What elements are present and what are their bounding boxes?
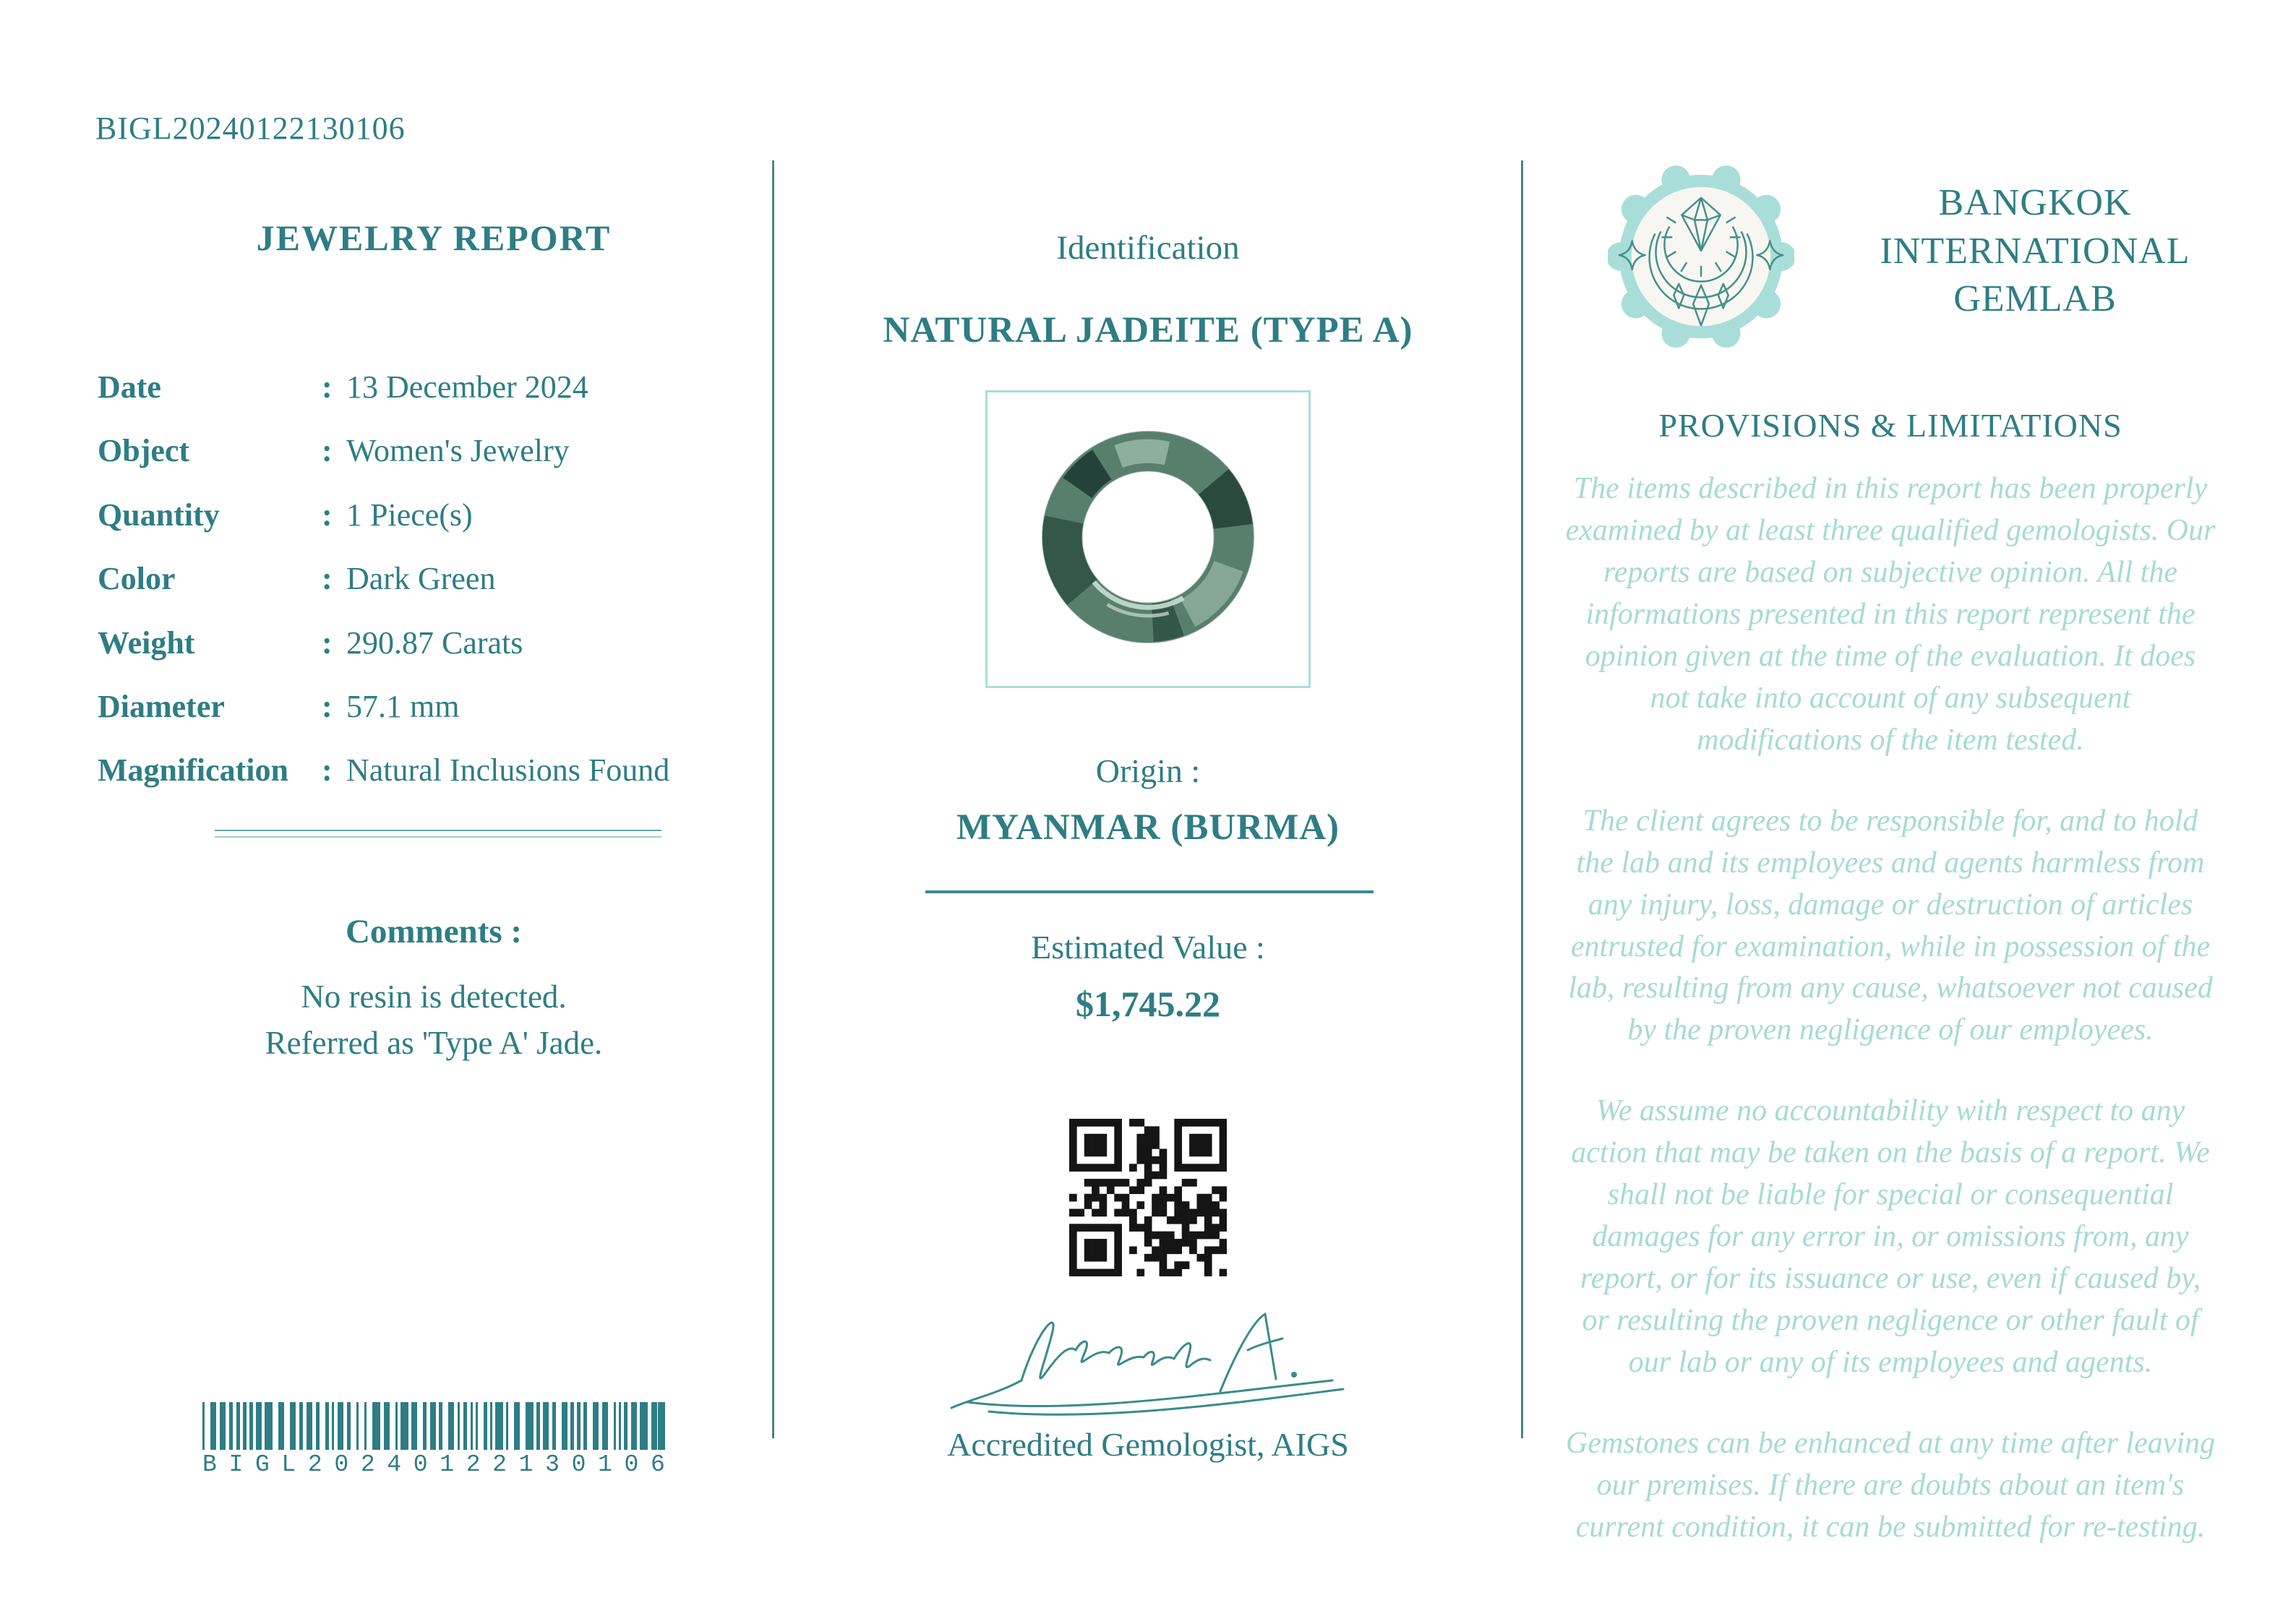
lab-name-line: BANGKOK xyxy=(1938,182,2132,223)
provisions-paragraph: The client agrees to be responsible for, and to hold the lab and its employees and agents harmless from any injury, loss, damage or destruction of articles entrusted for examination, while in possession of the lab, resulting from any cause, whatsoever not caused by the proven negligence of our employees. xyxy=(1568,804,2213,1047)
qr-code xyxy=(1069,1119,1227,1276)
comments-heading: Comments : xyxy=(345,913,523,950)
barcode-char: 1 xyxy=(598,1451,612,1478)
barcode-char: G xyxy=(254,1451,270,1478)
identification-result: NATURAL JADEITE (TYPE A) xyxy=(883,310,1413,351)
mid-section-divider xyxy=(925,890,1374,893)
provisions-paragraph: The items described in this report has been properly examined by at least three qualified gemologists. Our reports are based on subjective opinion. All the informations presented in this report represent the opinion given at the time of the evaluation. It does not take into account of any subsequent modifications of the item tested. xyxy=(1565,472,2216,757)
field-colon: : xyxy=(322,752,333,789)
barcode-char: L xyxy=(281,1451,296,1478)
provisions-paragraph: We assume no accountability with respect to any action that may be taken on the basis of a report. We shall not be liable for special or consequential damages for any error in, or omissions from, any report, or for its issuance or use, even if caused by, or resulting the proven negligence or other fault of our lab or any of its employees and agents. xyxy=(1571,1094,2210,1380)
identification-heading: Identification xyxy=(1056,229,1240,267)
field-value: Women's Jewelry xyxy=(346,433,570,469)
barcode-char: 0 xyxy=(334,1451,349,1478)
provisions-text xyxy=(1565,468,2216,1588)
report-fields xyxy=(98,370,784,817)
barcode-char: 3 xyxy=(545,1451,560,1478)
gemologist-title: Accredited Gemologist, AIGS xyxy=(947,1426,1349,1463)
field-row-color xyxy=(98,562,784,596)
field-value: Dark Green xyxy=(346,561,496,597)
field-value: 57.1 mm xyxy=(346,688,460,724)
barcode-char: B xyxy=(202,1451,217,1478)
field-colon: : xyxy=(322,369,333,405)
column-divider-right xyxy=(1521,160,1523,1438)
barcode-char: 2 xyxy=(307,1451,322,1478)
barcode-char: 0 xyxy=(624,1451,639,1478)
field-value: 13 December 2024 xyxy=(346,369,588,405)
origin-label: Origin : xyxy=(1095,752,1201,789)
barcode-char: 2 xyxy=(466,1451,481,1478)
gem-pendant-icon xyxy=(1608,163,1794,350)
field-row-date xyxy=(98,370,784,405)
field-value: 290.87 Carats xyxy=(346,624,523,661)
barcode-char: 6 xyxy=(650,1451,665,1478)
barcode-char: 1 xyxy=(518,1451,534,1478)
signature-icon xyxy=(938,1294,1358,1431)
barcode-text xyxy=(202,1451,665,1478)
barcode-char: 0 xyxy=(571,1451,586,1478)
comments-text xyxy=(94,974,774,1067)
barcode-char: 1 xyxy=(440,1451,455,1478)
field-row-magnification xyxy=(98,753,784,788)
barcode-char: 0 xyxy=(413,1451,428,1478)
barcode-char: I xyxy=(228,1451,244,1478)
lab-name xyxy=(1851,179,2219,324)
field-colon: : xyxy=(322,624,333,661)
gemlab-logo-icon xyxy=(1608,163,1794,350)
certificate-number: BIGL20240122130106 xyxy=(95,111,406,146)
barcode-char: 2 xyxy=(360,1451,375,1478)
gemologist-signature xyxy=(938,1294,1358,1431)
field-row-object xyxy=(98,434,784,468)
field-label: Quantity xyxy=(98,497,220,533)
comment-line: Referred as 'Type A' Jade. xyxy=(265,1024,603,1061)
field-value: Natural Inclusions Found xyxy=(346,752,670,789)
field-label: Diameter xyxy=(98,688,225,724)
field-colon: : xyxy=(322,688,333,724)
field-colon: : xyxy=(322,561,333,597)
comments-divider xyxy=(215,830,661,838)
field-value: 1 Piece(s) xyxy=(346,497,473,533)
field-label: Magnification xyxy=(98,752,288,789)
comment-line: No resin is detected. xyxy=(301,979,567,1015)
field-label: Date xyxy=(98,369,161,405)
origin-value: MYANMAR (BURMA) xyxy=(956,807,1340,848)
barcode-bars xyxy=(202,1402,665,1450)
estimated-value-amount: $1,745.22 xyxy=(1076,984,1220,1024)
field-label: Weight xyxy=(98,624,195,661)
report-title: JEWELRY REPORT xyxy=(256,218,612,258)
field-label: Object xyxy=(98,433,190,469)
lab-name-line: GEMLAB xyxy=(1953,278,2117,320)
barcode xyxy=(202,1402,665,1450)
field-row-weight xyxy=(98,626,784,661)
field-colon: : xyxy=(322,433,333,469)
estimated-value-label: Estimated Value : xyxy=(1031,929,1265,966)
provisions-heading: PROVISIONS & LIMITATIONS xyxy=(1658,407,2122,444)
barcode-char: 2 xyxy=(492,1451,507,1478)
provisions-paragraph: Gemstones can be enhanced at any time after leaving our premises. If there are doubts about an item's current condition, it can be submitted for re-testing. xyxy=(1565,1427,2216,1544)
field-colon: : xyxy=(322,497,333,533)
lab-name-line: INTERNATIONAL xyxy=(1880,230,2190,272)
barcode-char: 4 xyxy=(387,1451,402,1478)
item-photo-frame xyxy=(985,390,1311,688)
field-label: Color xyxy=(98,561,176,597)
jade-bangle-image xyxy=(990,395,1306,684)
field-row-diameter xyxy=(98,689,784,724)
field-row-quantity xyxy=(98,498,784,533)
